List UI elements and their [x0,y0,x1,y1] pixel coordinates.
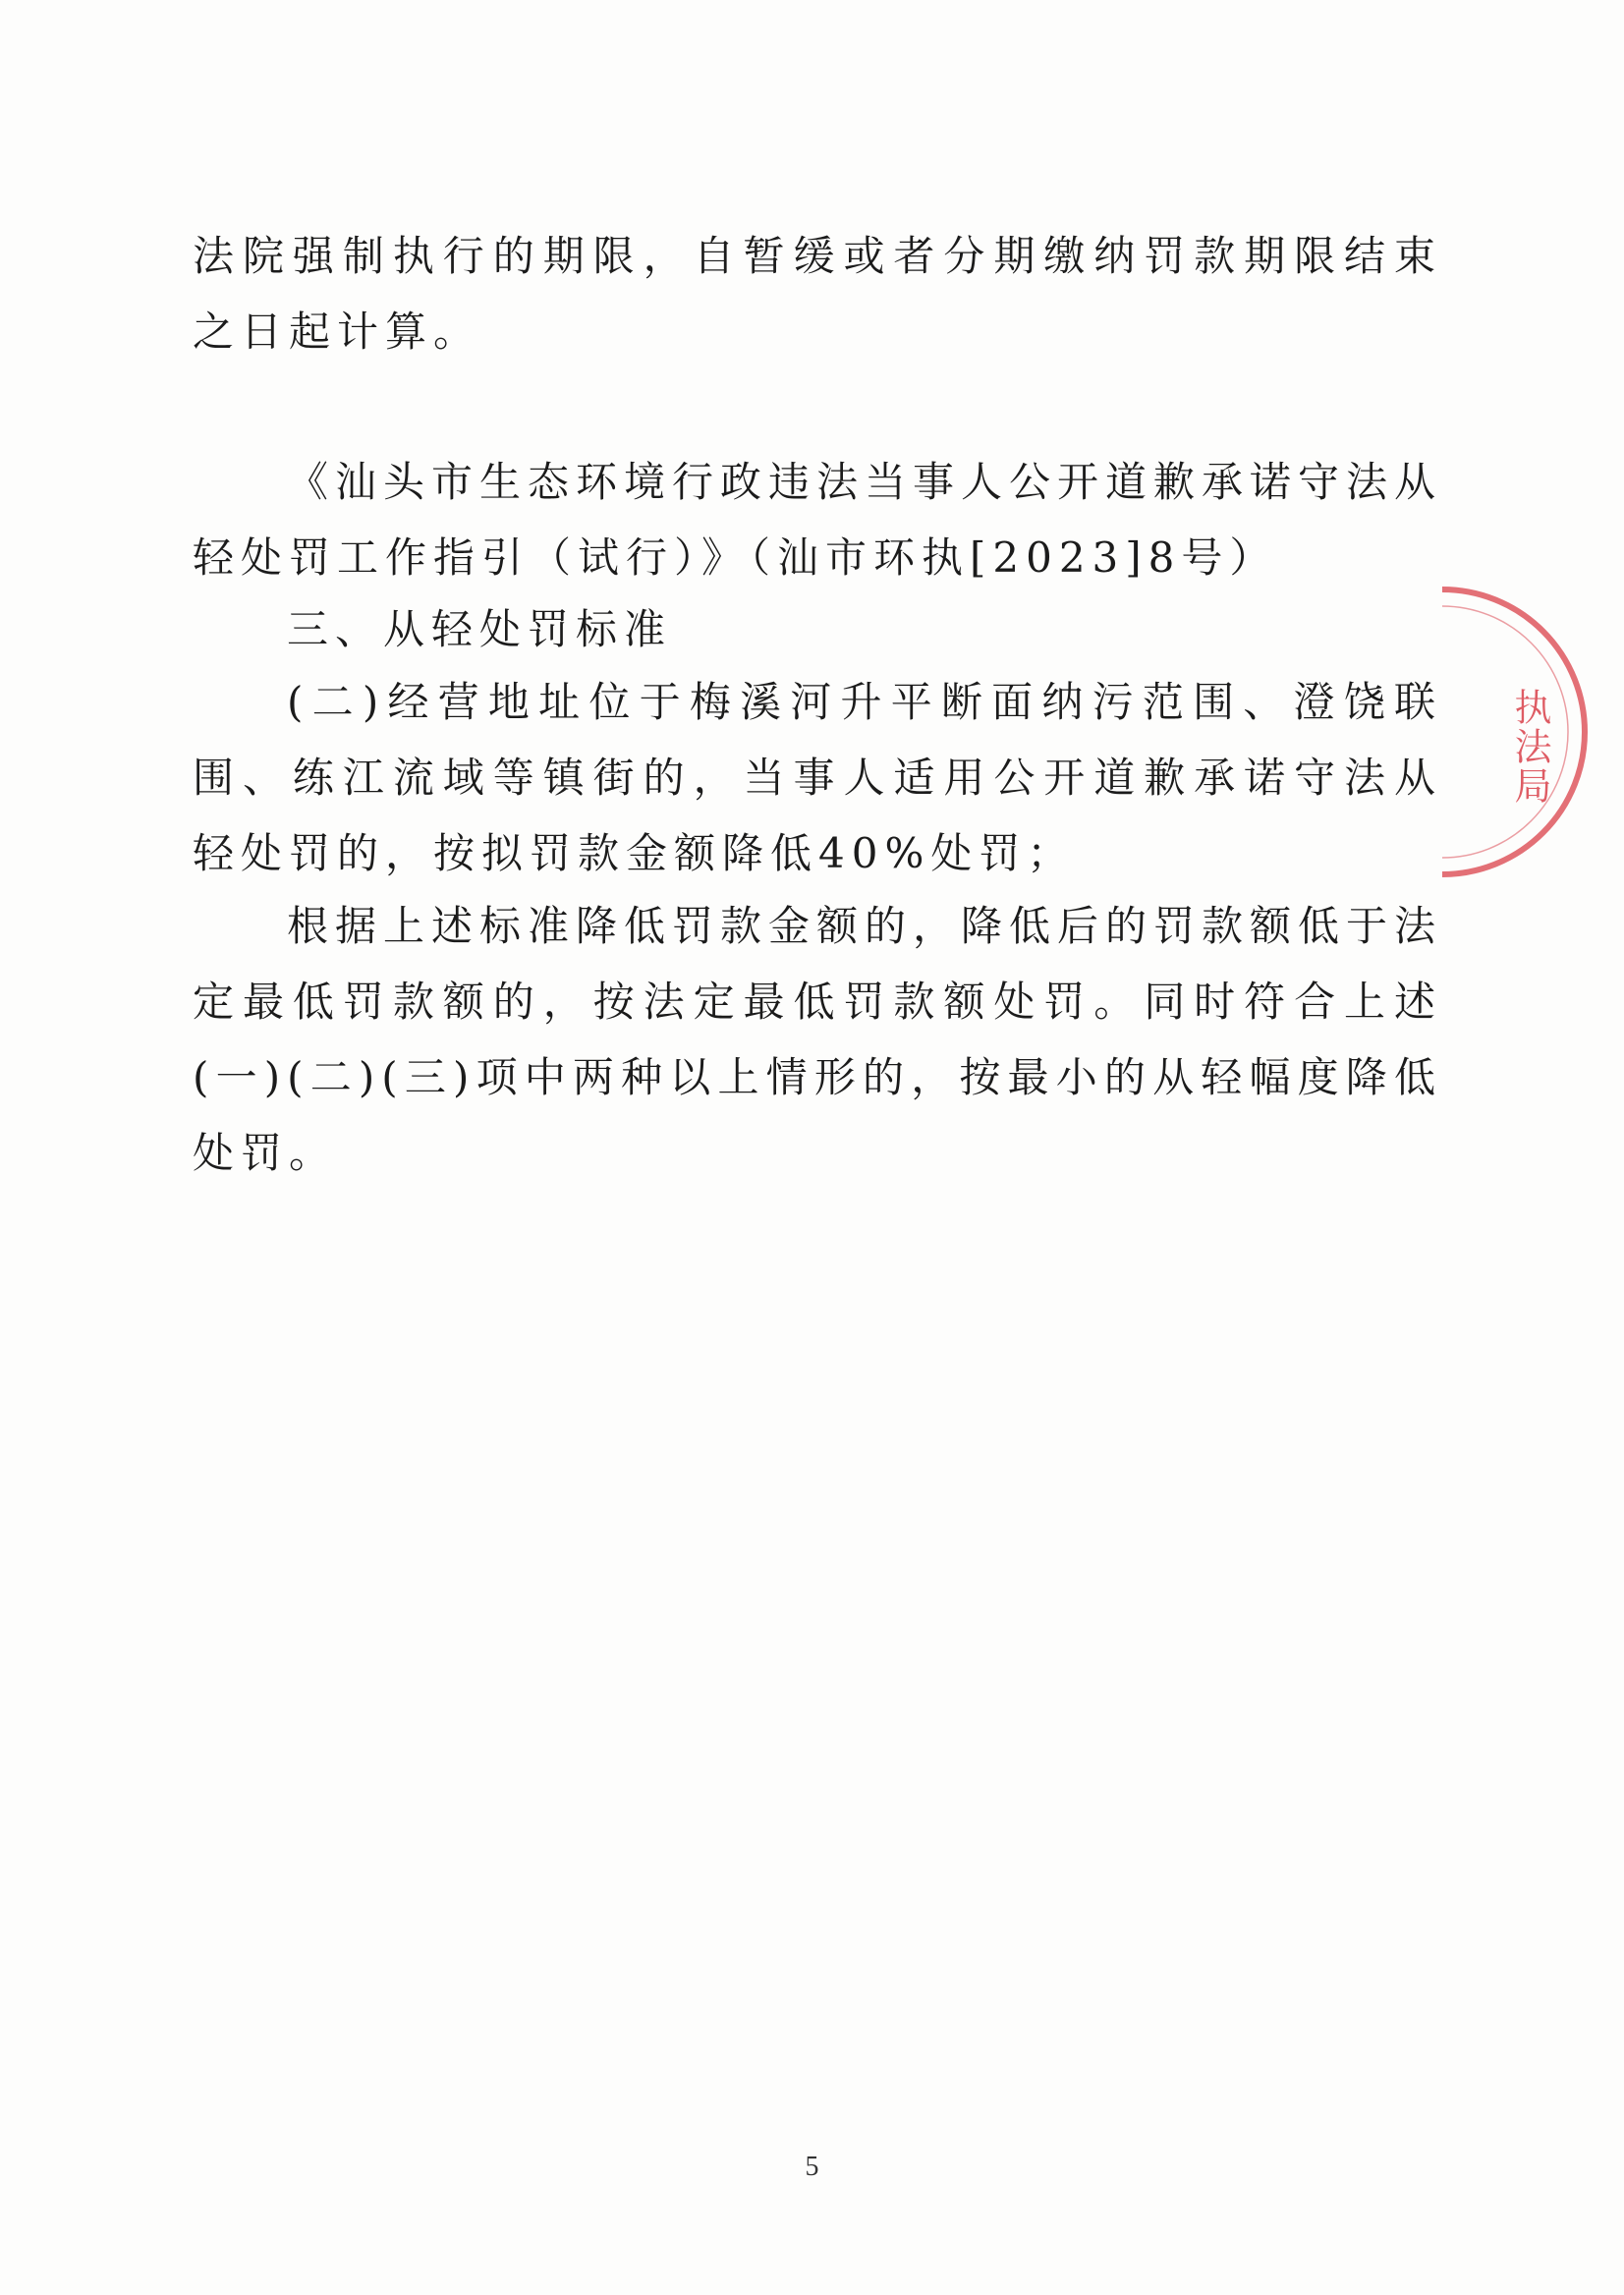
paragraph-guideline-reference: 《汕头市生态环境行政违法当事人公开道歉承诺守法从轻处罚工作指引（试行）》（汕市环执[2023]8号） [193,458,1443,582]
official-seal [1442,580,1599,884]
paragraph-enforcement-period: 法院强制执行的期限，自暂缓或者分期缴纳罚款期限结束之日起计算。 [193,232,1442,356]
section-heading: 三、从轻处罚标准 [287,605,673,653]
paragraph-standard-two: (二)经营地址位于梅溪河升平断面纳污范围、澄饶联围、练江流域等镇街的，当事人适用公开道歉承诺守法从轻处罚的，按拟罚款金额降低40%处罚； [193,678,1442,877]
page-number: 5 [805,2152,819,2182]
paragraph-minimum-fine: 根据上述标准降低罚款金额的，降低后的罚款额低于法定最低罚款额的，按法定最低罚款额处罚。同时符合上述(一)(二)(三)项中两种以上情形的，按最小的从轻幅度降低处罚。 [193,902,1443,1177]
seal-text: 执法局 [1508,688,1551,806]
